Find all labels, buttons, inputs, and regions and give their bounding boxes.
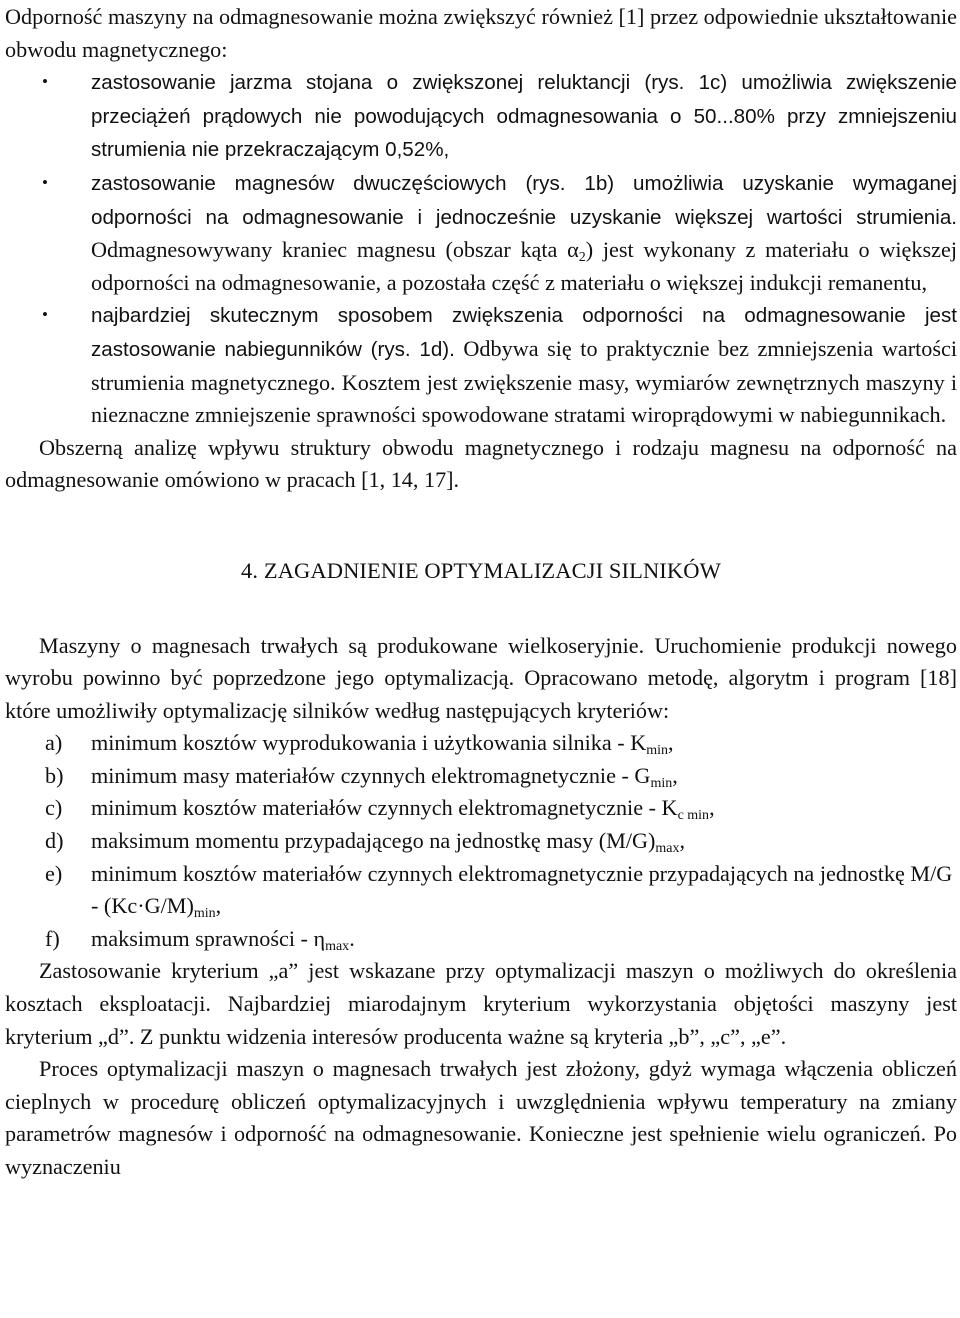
criterion-a [5, 727, 957, 760]
bullet-item-pole-shoes [5, 299, 957, 431]
criterion-tail: , [672, 762, 678, 788]
criterion-subscript: min [646, 743, 668, 759]
criterion-subscript: c min [677, 808, 710, 824]
criterion-subscript: min [650, 775, 673, 791]
bullet-item-two-part-text-b: Odmagnesowywany kraniec magnesu (obszar kąta α [91, 237, 579, 263]
bullet-icon: • [42, 72, 48, 92]
criterion-mark: e) [45, 860, 63, 886]
criterion-mark: f) [45, 925, 60, 951]
criterion-text: minimum kosztów wyprodukowania i użytkowania silnika - K [91, 730, 647, 756]
criterion-text: maksimum momentu przypadającego na jednostkę masy (M/G) [91, 828, 656, 854]
section-heading: 4. ZAGADNIENIE OPTYMALIZACJI SILNIKÓW [241, 557, 721, 583]
bullet-item-yoke-text: zastosowanie jarzma stojana o zwiększonej reluktancji (rys. 1c) umożliwia zwiększenie przeciążeń prądowych nie powodujących odmagnesowania o 50...80% przy zmniejszeniu strumienia nie przekraczającym 0,52%, [91, 71, 957, 162]
bullet-item-two-part-magnets [5, 167, 957, 299]
intro-paragraph: Odporność maszyny na odmagnesowanie można zwiększyć również [1] przez odpowiednie ukształtowanie obwodu magnetycznego: [5, 4, 957, 62]
bullet-item-pole-shoes-text-a: najbardziej skutecznym sposobem zwiększenia odporności na odmagnesowanie jest zastosowanie nabiegunników (rys. 1d). [91, 304, 957, 361]
criterion-d [5, 825, 957, 858]
criterion-subscript: min [193, 906, 216, 922]
criterion-text: maksimum sprawności - η [91, 925, 326, 951]
criterion-text: minimum kosztów materiałów czynnych elektromagnetycznie - K [91, 795, 678, 821]
analysis-paragraph: Obszerną analizę wpływu struktury obwodu magnetycznego i rodzaju magnesu na odporność na odmagnesowanie omówiono w pracach [1, 14, 17]. [5, 434, 957, 493]
criterion-mark: a) [45, 730, 63, 756]
criterion-mark: c) [45, 795, 63, 821]
bullet-item-yoke [5, 66, 957, 167]
criteria-list [5, 727, 957, 955]
bullet-item-two-part-text-c: ) jest wykonany z materiału o większej odporności na odmagnesowanie, a pozostała część z materiału o większej indukcji remanentu, [91, 237, 957, 295]
criterion-mark: b) [45, 762, 64, 788]
bullet-item-two-part-text-a: zastosowanie magnesów dwuczęściowych (rys. 1b) umożliwia uzyskanie wymaganej odporności na odmagnesowanie i jednocześnie uzyskanie większej wartości strumienia. [91, 171, 957, 229]
criterion-e [5, 858, 957, 923]
alpha-subscript: 2 [578, 250, 586, 266]
criterion-subscript: max [655, 841, 680, 857]
bullet-icon: • [42, 172, 48, 192]
criterion-tail: . [349, 925, 355, 951]
criterion-c [5, 792, 957, 825]
criterion-tail: , [215, 893, 222, 919]
criterion-tail: , [709, 795, 715, 821]
criterion-subscript: max [325, 938, 350, 954]
bullet-list [5, 66, 957, 432]
criterion-tail: , [679, 828, 686, 854]
bullet-icon: • [42, 305, 48, 325]
process-paragraph: Proces optymalizacji maszyn o magnesach trwałych jest złożony, gdyż wymaga włączenia obliczeń cieplnych w procedurę obliczeń optymalizacyjnych i uwzględnienia wpływu temperatury na zmiany parametrów magnesów i odporność na odmagnesowanie. Konieczne jest spełnienie wielu ograniczeń. Po wyznaczeniu [5, 1056, 957, 1179]
criterion-b [5, 760, 957, 793]
document-page [5, 0, 957, 1184]
criteria-discussion-paragraph: Zastosowanie kryterium „a” jest wskazane przy optymalizacji maszyn o możliwych do określenia kosztach eksploatacji. Najbardziej miarodajnym kryterium wykorzystania objętości maszyny jest kryterium „d”. Z punktu widzenia interesów producenta ważne są kryteria „b”, „c”, „e”. [5, 958, 957, 1049]
criterion-mark: d) [45, 828, 64, 854]
criterion-tail: , [668, 730, 674, 756]
bullet-item-pole-shoes-text-b: Odbywa się to praktycznie bez zmniejszenia wartości strumienia magnetycznego. Kosztem jest zwiększenie masy, wymiarów zewnętrznych maszyny i nieznaczne zmniejszenie sprawności spowodowane stratami wiroprądowymi w nabiegunnikach. [91, 335, 957, 428]
optimization-paragraph: Maszyny o magnesach trwałych są produkowane wielkoseryjnie. Uruchomienie produkcji nowego wyrobu powinno być poprzedzone jego optymalizacją. Opracowano metodę, algorytm i program [18] które umożliwiły optymalizację silników według następujących kryteriów: [5, 632, 957, 723]
criterion-text: minimum masy materiałów czynnych elektromagnetycznie - G [91, 762, 651, 788]
criterion-text: minimum kosztów materiałów czynnych elektromagnetycznie przypadających na jednostkę M/G - (Kc·G/M) [91, 860, 953, 919]
criterion-f [5, 923, 957, 956]
